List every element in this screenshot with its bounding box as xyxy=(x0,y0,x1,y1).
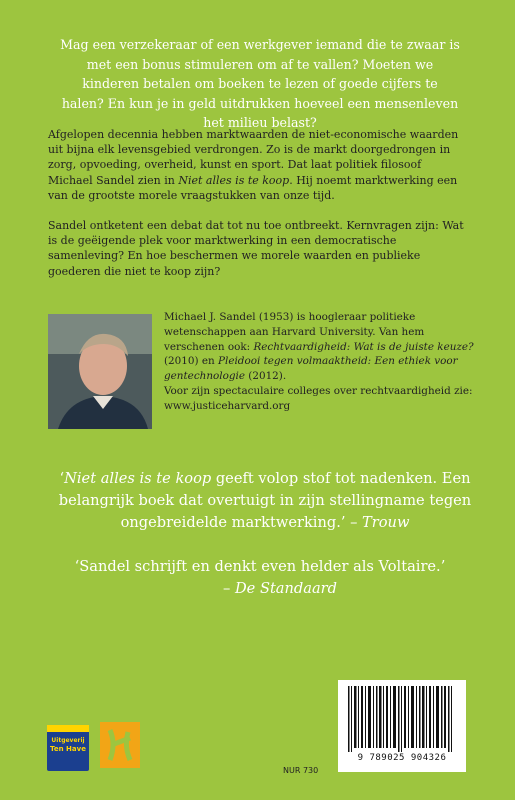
nur-code: NUR 730 xyxy=(283,766,319,775)
isbn-number: 9 789025 904326 xyxy=(357,753,447,763)
author-website: Voor zijn spectaculaire colleges over rechtvaardigheid zie: www.justiceharvard.org xyxy=(164,384,473,412)
lead-questions: Mag een verzekeraar of een werkgever iemand die te zwaar is met een bonus stimuleren om af te vallen? Moeten we kinderen betalen om boeken te lezen of goede cijfers te halen? En kun je in geld uitdrukken hoeveel een mensenleven het milieu belast? xyxy=(60,37,460,130)
imprint-logo-icon xyxy=(100,722,140,768)
book-title-inline: Niet alles is te koop xyxy=(178,173,290,187)
author-bio: Michael J. Sandel (1953) is hoogleraar politieke wetenschappen aan Harvard University. Van hem verschenen ook: Rechtvaardigheid: Wat is de juiste keuze? (2010) en Pleidooi tegen volmaaktheid: Een ethiek voor gentechnologie (2012). Voor zijn spectaculaire colleges over rechtvaardigheid zie: www.justiceharvard.org xyxy=(164,311,474,412)
author-photo xyxy=(48,314,152,429)
debate-paragraph: Sandel ontketent een debat dat tot nu toe ontbreekt. Kernvragen zijn: Wat is de geëigende plek voor marktwerking in een democratische samenleving? En hoe beschermen we morele waarden en publieke goederen die niet te koop zijn? xyxy=(48,219,464,278)
publisher-logo: Uitgeverij Ten Have xyxy=(47,725,89,771)
review-quote-trouw: ‘Niet alles is te koop geeft volop stof tot nadenken. Een belangrijk boek dat overtuigt in zijn stellingname tegen ongebreidelde marktwerking.’ – Trouw xyxy=(58,470,472,531)
intro-paragraph: Afgelopen decennia hebben marktwaarden de niet-economische waarden uit bijna elk levensgebied verdrongen. Zo is de markt doorgedrongen in zorg, opvoeding, overheid, kunst en sport. Dat laat politiek filosoof Michael Sandel zien in Niet alles is te koop. Hij noemt marktwerking een van de grootste morele vraagstukken van onze tijd. xyxy=(48,128,459,202)
quote-source: Trouw xyxy=(362,514,410,531)
quote-source: De Standaard xyxy=(234,580,337,597)
barcode xyxy=(338,680,466,772)
review-quote-standaard: ‘Sandel schrijft en denkt even helder als Voltaire.’ – De Standaard xyxy=(74,558,446,597)
